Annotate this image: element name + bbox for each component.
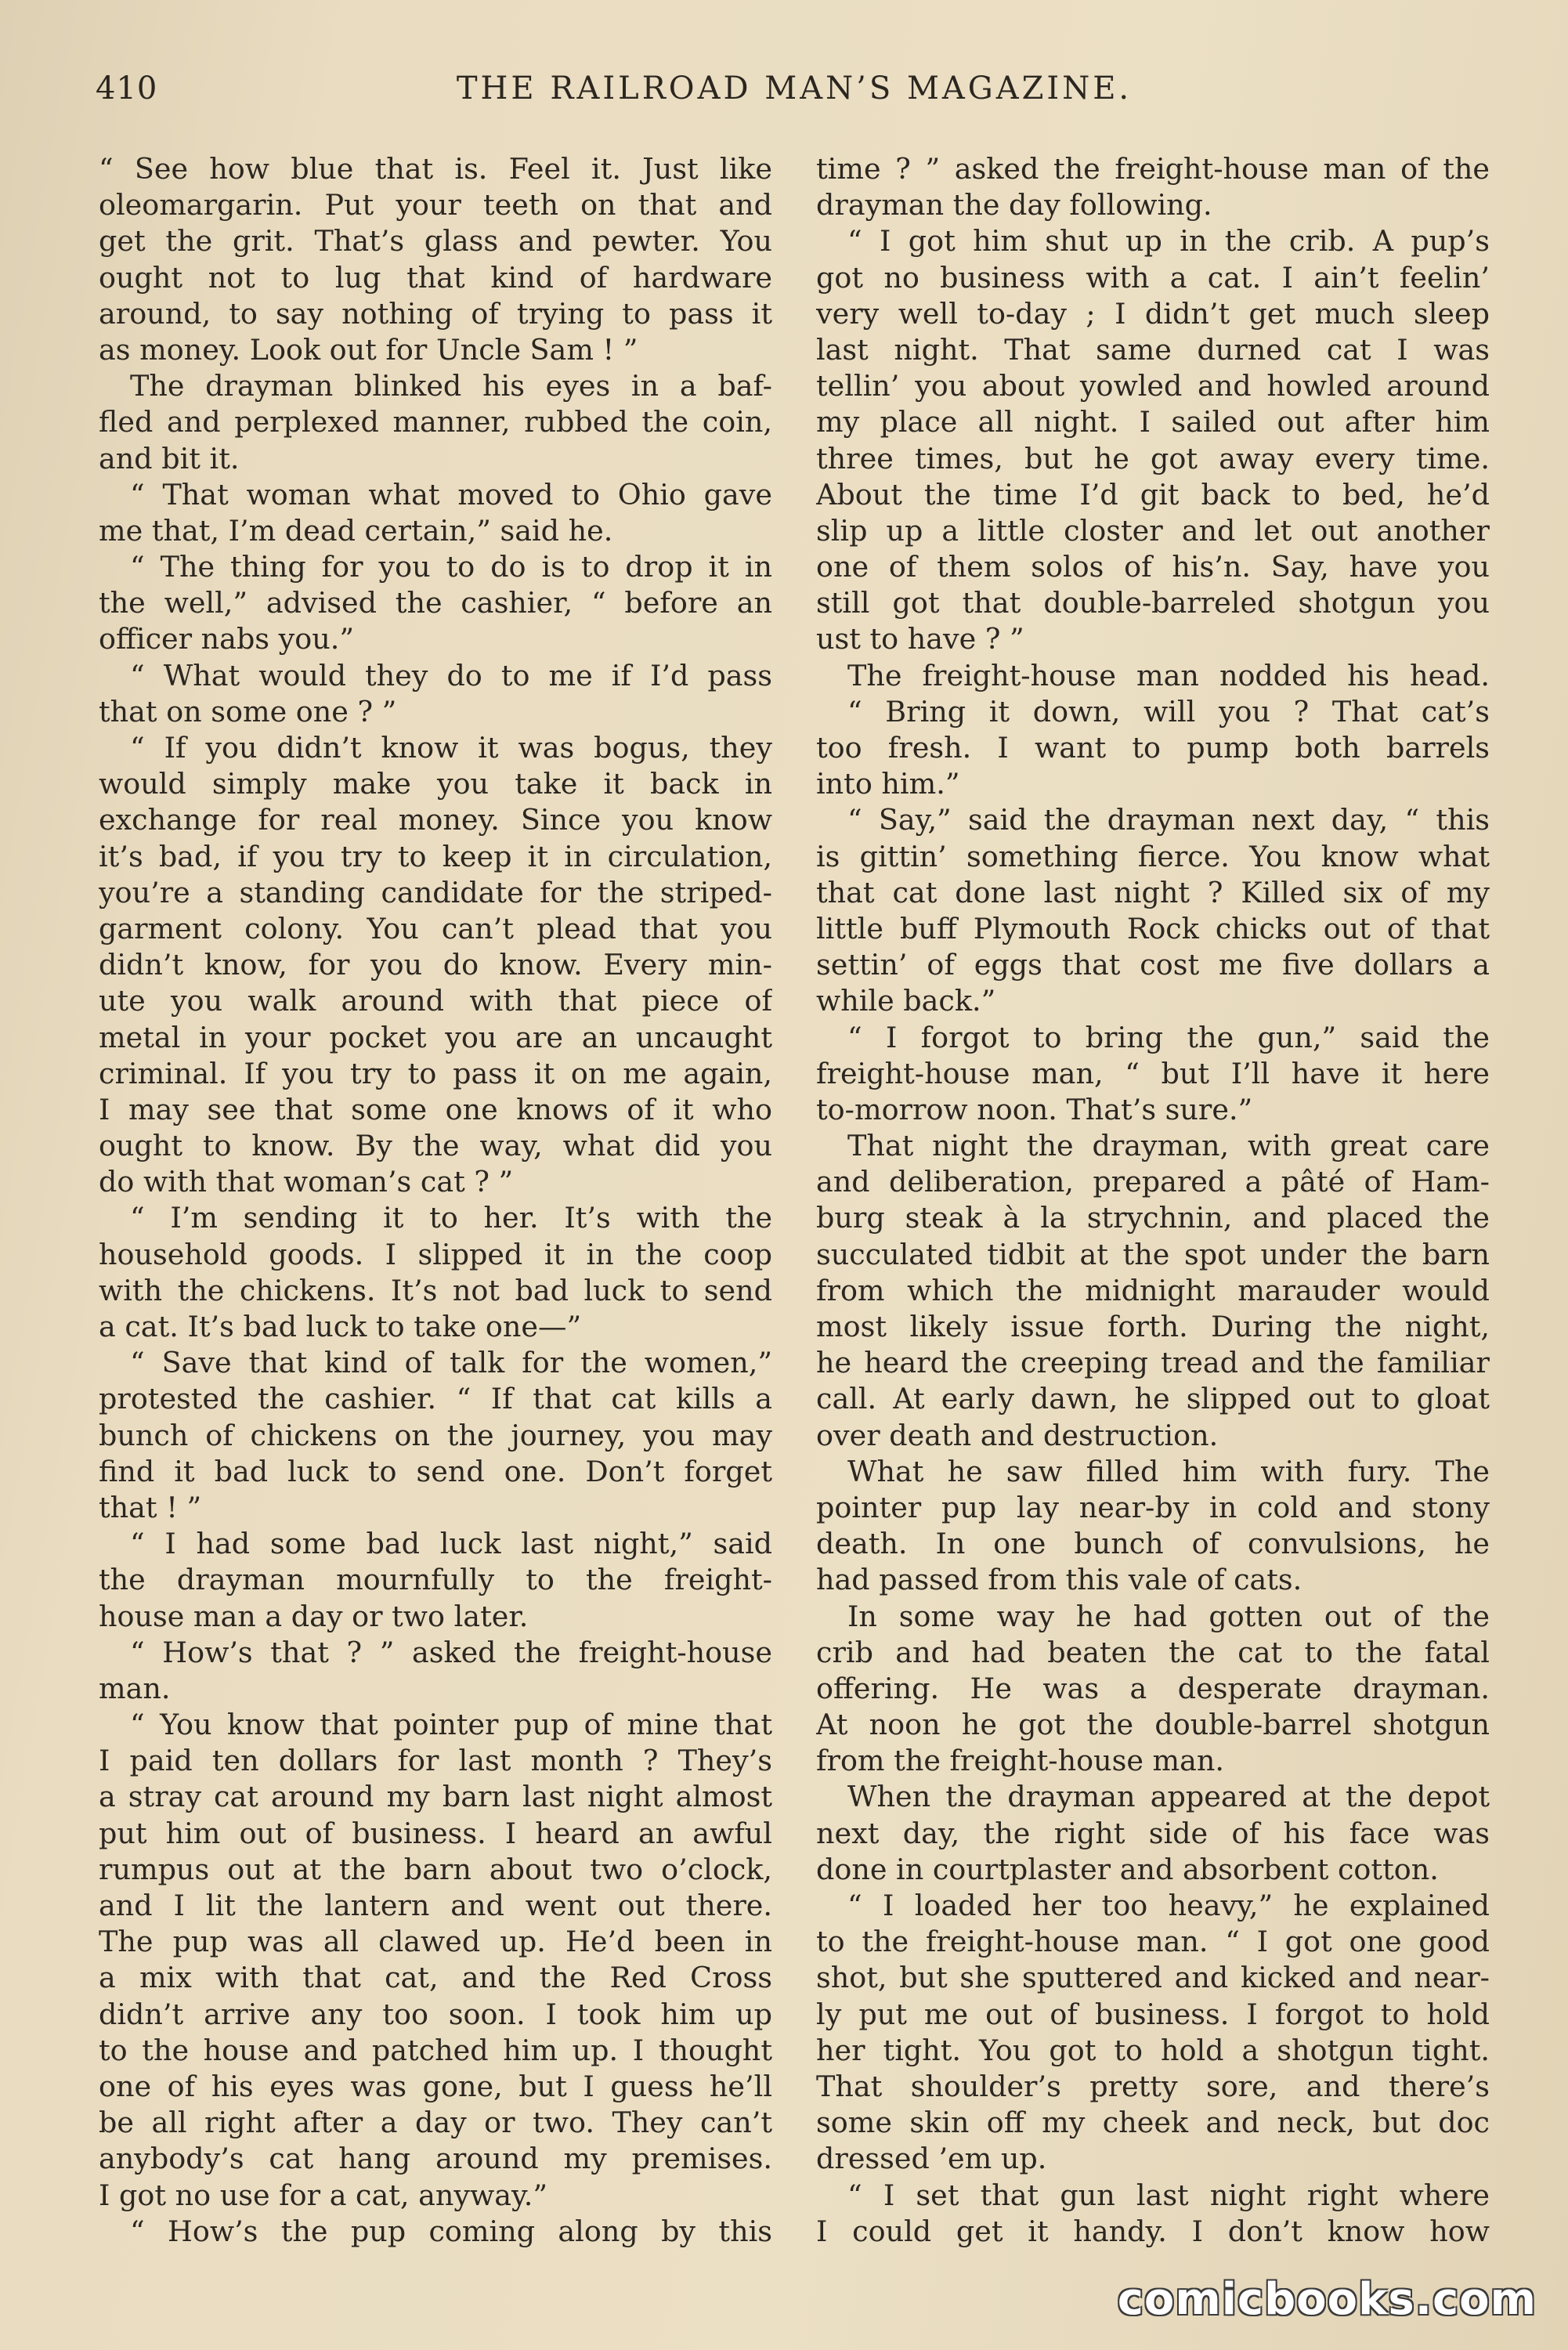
text-line: put him out of business. I heard an awful xyxy=(99,1816,772,1850)
running-head: THE RAILROAD MAN’S MAGAZINE. xyxy=(456,70,1133,107)
text-line: “ Say,” said the drayman next day, “ this xyxy=(847,803,1490,837)
text-line: tellin’ you about yowled and howled around xyxy=(816,369,1490,403)
text-line: ought not to lug that kind of hardware xyxy=(99,260,772,295)
text-line: that cat done last night ? Killed six of my xyxy=(816,875,1490,909)
text-line: I paid ten dollars for last month ? They’s xyxy=(99,1744,772,1778)
text-line: The drayman blinked his eyes in a baf- xyxy=(130,369,772,403)
text-line: is gittin’ something fierce. You know what xyxy=(816,839,1490,873)
text-line: anybody’s cat hang around my premises. xyxy=(99,2142,772,2176)
text-line: from the freight-house man. xyxy=(816,1744,1225,1778)
text-line: got no business with a cat. I ain’t feelin’ xyxy=(816,260,1490,295)
text-line: “ How’s that ? ” asked the freight-house xyxy=(130,1635,772,1669)
text-line: little buff Plymouth Rock chicks out of that xyxy=(816,911,1490,945)
text-line: “ I forgot to bring the gun,” said the xyxy=(847,1020,1490,1054)
text-line: with the chickens. It’s not bad luck to send xyxy=(99,1273,772,1307)
text-line: About the time I’d git back to bed, he’d xyxy=(816,477,1490,512)
text-line: get the grit. That’s glass and pewter. You xyxy=(99,224,772,258)
text-line: one of his eyes was gone, but I guess he’ll xyxy=(99,2069,772,2103)
page-header xyxy=(96,70,1493,118)
text-line: “ I set that gun last night right where xyxy=(847,2178,1490,2212)
text-line: from which the midnight marauder would xyxy=(816,1273,1490,1307)
text-line: do with that woman’s cat ? ” xyxy=(99,1165,514,1199)
text-line: her tight. You got to hold a shotgun tight. xyxy=(816,2033,1490,2067)
text-line: I got no use for a cat, anyway.” xyxy=(99,2178,548,2212)
text-line: most likely issue forth. During the night, xyxy=(816,1310,1490,1343)
text-line: “ I got him shut up in the crib. A pup’s xyxy=(847,224,1490,258)
text-line: That night the drayman, with great care xyxy=(847,1129,1490,1163)
text-line: oleomargarin. Put your teeth on that and xyxy=(99,188,772,222)
text-line: too fresh. I want to pump both barrels xyxy=(816,731,1490,765)
text-line: last night. That same durned cat I was xyxy=(816,332,1490,367)
text-line: metal in your pocket you are an uncaught xyxy=(99,1020,772,1054)
text-line: I could get it handy. I don’t know how xyxy=(816,2214,1490,2248)
text-line: a cat. It’s bad luck to take one—” xyxy=(99,1310,582,1343)
text-line: “ Bring it down, will you ? That cat’s xyxy=(847,694,1490,728)
text-line: crib and had beaten the cat to the fatal xyxy=(816,1635,1490,1669)
text-line: “ How’s the pup coming along by this xyxy=(130,2214,772,2248)
text-line: house man a day or two later. xyxy=(99,1599,529,1633)
text-line: death. In one bunch of convulsions, he xyxy=(816,1527,1490,1561)
text-line: find it bad luck to send one. Don’t forget xyxy=(99,1454,772,1488)
text-line: protested the cashier. “ If that cat kills a xyxy=(99,1382,772,1416)
text-line: dressed ’em up. xyxy=(816,2142,1047,2176)
text-line: rumpus out at the barn about two o’clock, xyxy=(99,1852,772,1886)
text-line: a mix with that cat, and the Red Cross xyxy=(99,1961,772,1995)
text-line: ly put me out of business. I forgot to hold xyxy=(816,1997,1490,2031)
text-line: done in courtplaster and absorbent cotton. xyxy=(816,1852,1439,1886)
text-line: bunch of chickens on the journey, you may xyxy=(99,1418,772,1452)
text-line: the well,” advised the cashier, “ before an xyxy=(99,586,772,620)
text-line: officer nabs you.” xyxy=(99,622,355,656)
text-line: What he saw filled him with fury. The xyxy=(847,1454,1490,1488)
text-line: that ! ” xyxy=(99,1490,202,1524)
watermark: comicbooks.com xyxy=(1117,2274,1537,2325)
text-line: In some way he had gotten out of the xyxy=(847,1599,1490,1633)
text-line: some skin off my cheek and neck, but doc xyxy=(816,2106,1490,2140)
text-line: it’s bad, if you try to keep it in circulation, xyxy=(99,839,772,873)
text-line: man. xyxy=(99,1671,171,1705)
text-line: The pup was all clawed up. He’d been in xyxy=(99,1925,772,1959)
text-line: three times, but he got away every time. xyxy=(816,441,1490,475)
text-line: freight-house man, “ but I’ll have it here xyxy=(816,1056,1490,1090)
text-line: and deliberation, prepared a pâté of Ham- xyxy=(816,1165,1490,1199)
text-line: my place all night. I sailed out after him xyxy=(816,405,1490,439)
text-line: slip up a little closter and let out another xyxy=(816,513,1490,548)
text-line: settin’ of eggs that cost me five dollars a xyxy=(816,948,1490,982)
text-line: “ The thing for you to do is to drop it in xyxy=(130,550,772,584)
text-line: over death and destruction. xyxy=(816,1418,1219,1452)
text-line: into him.” xyxy=(816,767,960,801)
text-line: “ That woman what moved to Ohio gave xyxy=(130,477,772,512)
text-line: one of them solos of his’n. Say, have you xyxy=(816,550,1490,584)
text-line: That shoulder’s pretty sore, and there’s xyxy=(816,2069,1490,2103)
text-line: didn’t arrive any too soon. I took him up xyxy=(99,1997,772,2031)
text-line: ute you walk around with that piece of xyxy=(99,984,772,1018)
text-line: around, to say nothing of trying to pass it xyxy=(99,296,772,331)
text-line: shot, but she sputtered and kicked and near- xyxy=(816,1961,1490,1995)
text-line: he heard the creeping tread and the familiar xyxy=(816,1346,1490,1380)
right-text-column xyxy=(816,151,1490,2250)
text-line: The freight-house man nodded his head. xyxy=(847,658,1490,692)
text-line: very well to-day ; I didn’t get much sleep xyxy=(816,296,1490,331)
text-line: “ You know that pointer pup of mine that xyxy=(130,1708,772,1742)
text-line: “ What would they do to me if I’d pass xyxy=(130,658,772,692)
text-line: time ? ” asked the freight-house man of the xyxy=(816,152,1490,186)
text-line: that on some one ? ” xyxy=(99,694,397,728)
text-line: be all right after a day or two. They can’t xyxy=(99,2106,772,2140)
text-line: the drayman mournfully to the freight- xyxy=(99,1563,772,1597)
text-line: and bit it. xyxy=(99,441,240,475)
text-line: and I lit the lantern and went out there. xyxy=(99,1889,772,1922)
text-line: to the freight-house man. “ I got one good xyxy=(816,1925,1490,1959)
text-line: still got that double-barreled shotgun you xyxy=(816,586,1490,620)
text-line: me that, I’m dead certain,” said he. xyxy=(99,513,613,548)
text-line: succulated tidbit at the spot under the barn xyxy=(816,1237,1490,1271)
text-line: call. At early dawn, he slipped out to gloat xyxy=(816,1382,1490,1416)
text-line: pointer pup lay near-by in cold and stony xyxy=(816,1490,1490,1524)
text-line: drayman the day following. xyxy=(816,188,1212,222)
text-line: “ If you didn’t know it was bogus, they xyxy=(130,731,772,765)
text-line: “ See how blue that is. Feel it. Just like xyxy=(99,152,772,186)
text-line: had passed from this vale of cats. xyxy=(816,1563,1302,1597)
text-line: garment colony. You can’t plead that you xyxy=(99,911,772,945)
left-text-column xyxy=(99,151,772,2250)
text-line: next day, the right side of his face was xyxy=(816,1816,1490,1850)
text-line: burg steak à la strychnin, and placed the xyxy=(816,1201,1490,1235)
text-line: I may see that some one knows of it who xyxy=(99,1092,772,1126)
text-line: exchange for real money. Since you know xyxy=(99,803,772,837)
text-line: as money. Look out for Uncle Sam ! ” xyxy=(99,332,638,367)
text-line: ought to know. By the way, what did you xyxy=(99,1129,772,1163)
text-line: ust to have ? ” xyxy=(816,622,1024,656)
text-line: criminal. If you try to pass it on me again, xyxy=(99,1056,772,1090)
page-number: 410 xyxy=(96,70,158,107)
text-line: fled and perplexed manner, rubbed the coin, xyxy=(99,405,772,439)
text-line: household goods. I slipped it in the coop xyxy=(99,1237,772,1271)
text-line: At noon he got the double-barrel shotgun xyxy=(816,1708,1490,1742)
text-line: to-morrow noon. That’s sure.” xyxy=(816,1092,1253,1126)
text-line: you’re a standing candidate for the striped- xyxy=(99,875,772,909)
text-line: to the house and patched him up. I thought xyxy=(99,2033,772,2067)
text-line: “ I’m sending it to her. It’s with the xyxy=(130,1201,772,1235)
text-line: “ Save that kind of talk for the women,” xyxy=(130,1346,772,1380)
text-line: “ I loaded her too heavy,” he explained xyxy=(847,1889,1490,1922)
text-line: while back.” xyxy=(816,984,996,1018)
text-line: a stray cat around my barn last night almost xyxy=(99,1780,772,1814)
text-line: didn’t know, for you do know. Every min- xyxy=(99,948,772,982)
text-line: would simply make you take it back in xyxy=(99,767,772,801)
text-line: When the drayman appeared at the depot xyxy=(847,1780,1490,1814)
text-line: offering. He was a desperate drayman. xyxy=(816,1671,1490,1705)
text-line: “ I had some bad luck last night,” said xyxy=(130,1527,772,1561)
